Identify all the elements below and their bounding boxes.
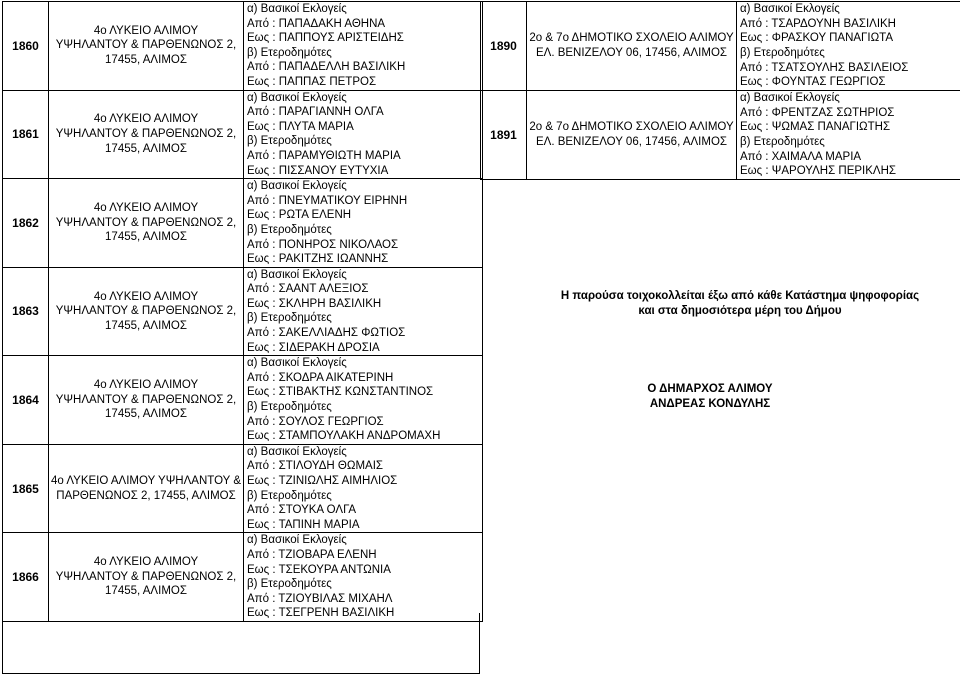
voter-range-line: Εως : ΡΩΤΑ ΕΛΕΝΗ [247, 209, 352, 222]
address-line: 4ο ΛΥΚΕΙΟ ΑΛΙΜΟΥ [93, 379, 199, 392]
address-line: 17455, ΑΛΙΜΟΣ [105, 585, 187, 598]
voter-range-line: Από : ΤΣΑΤΣΟΥΛΗΣ ΒΑΣΙΛΕΙΟΣ [740, 61, 909, 74]
polling-station-row [3, 267, 483, 356]
voter-range-line: Από : ΠΑΡΑΜΥΘΙΩΤΗ ΜΑΡΙΑ [247, 149, 401, 162]
station-number: 1863 [3, 267, 49, 356]
voter-range [244, 267, 483, 356]
station-number: 1865 [3, 444, 49, 533]
station-number: 1860 [3, 2, 49, 91]
voter-range-line: β) Ετεροδημότες [247, 223, 332, 236]
voter-range-line: Εως : ΡΑΚΙΤΖΗΣ ΙΩΑΝΝΗΣ [247, 253, 389, 266]
voter-range-line: Εως : ΤΣΕΚΟΥΡΑ ΑΝΤΩΝΙΑ [247, 563, 391, 576]
voter-range-line: Από : ΤΖΙΟΒΑΡΑ ΕΛΕΝΗ [247, 548, 377, 561]
station-address [49, 179, 244, 268]
address-line: 4ο ΛΥΚΕΙΟ ΑΛΙΜΟΥ [93, 24, 199, 37]
polling-station-row [3, 2, 483, 91]
voter-range-line: β) Ετεροδημότες [740, 136, 825, 148]
voter-range-line: β) Ετεροδημότες [247, 578, 332, 591]
left-table-footer-space [2, 613, 480, 674]
station-address [49, 444, 244, 533]
voter-range-line: Εως : ΠΛΥΤΑ ΜΑΡΙΑ [247, 120, 354, 133]
voter-range-line: Από : ΠΑΠΑΔΕΛΛΗ ΒΑΣΙΛΙΚΗ [247, 61, 406, 74]
voter-range [244, 533, 483, 622]
voter-range [244, 2, 483, 91]
voter-range-line: Εως : ΣΙΔΕΡΑΚΗ ΔΡΟΣΙΑ [247, 341, 380, 354]
mayor-name: ΑΝΔΡΕΑΣ ΚΟΝΔΥΛΗΣ [649, 398, 771, 410]
address-line: 17455, ΑΛΙΜΟΣ [105, 54, 187, 67]
voter-range-line: Εως : ΦΡΑΣΚΟΥ ΠΑΝΑΓΙΩΤΑ [740, 32, 894, 45]
voter-range-line: Εως : ΤΖΙΝΙΩΛΗΣ ΑΙΜΗΛΙΟΣ [247, 475, 398, 487]
station-address [49, 533, 244, 622]
voter-range-line: β) Ετεροδημότες [740, 47, 825, 59]
station-address [49, 267, 244, 356]
station-address [527, 91, 737, 180]
voter-range [244, 90, 483, 179]
address-line: 4ο ΛΥΚΕΙΟ ΑΛΙΜΟΥ ΥΨΗΛΑΝΤΟΥ & [50, 475, 241, 487]
voter-range-line: Από : ΣΚΟΔΡΑ ΑΙΚΑΤΕΡΙΝΗ [247, 371, 394, 384]
station-number: 1862 [3, 179, 49, 268]
station-number: 1861 [3, 90, 49, 179]
station-address [49, 2, 244, 91]
address-line: 4ο ΛΥΚΕΙΟ ΑΛΙΜΟΥ [93, 202, 199, 215]
polling-station-row [481, 2, 960, 91]
voter-range-line: α) Βασικοί Εκλογείς [247, 91, 347, 104]
voter-range-line: Εως : ΤΣΕΓΡΕΝΗ ΒΑΣΙΛΙΚΗ [247, 607, 395, 620]
station-address [49, 356, 244, 445]
address-line: 4ο ΛΥΚΕΙΟ ΑΛΙΜΟΥ [93, 113, 199, 126]
voter-range-line: Από : ΠΟΝΗΡΟΣ ΝΙΚΟΛΑΟΣ [247, 238, 399, 251]
voter-range-line: α) Βασικοί Εκλογείς [247, 3, 347, 15]
voter-range [244, 444, 483, 533]
voter-range-line: Από : ΧΑΙΜΑΛΑ ΜΑΡΙΑ [740, 150, 862, 163]
mayor-signature-block [600, 382, 820, 412]
voter-range-line: Από : ΣΑΚΕΛΛΙΑΔΗΣ ΦΩΤΙΟΣ [247, 327, 406, 340]
voter-range-line: Εως : ΠΑΠΠΟΥΣ ΑΡΙΣΤΕΙΔΗΣ [247, 32, 404, 45]
voter-range-line: Από : ΣΟΥΛΟΣ ΓΕΩΡΓΙΟΣ [247, 415, 384, 428]
voter-range-line: Από : ΣΑΑΝΤ ΑΛΕΞΙΟΣ [247, 283, 369, 296]
left-polling-stations-table [2, 1, 483, 622]
notice-line-2: και στα δημοσιότερα μέρη του Δήμου [638, 305, 842, 317]
voter-range-line: β) Ετεροδημότες [247, 312, 332, 325]
voter-range-line: Εως : ΨΑΡΟΥΛΗΣ ΠΕΡΙΚΛΗΣ [740, 165, 897, 178]
voter-range-line: α) Βασικοί Εκλογείς [247, 445, 347, 458]
voter-range-line: α) Βασικοί Εκλογείς [740, 92, 840, 105]
voter-range [244, 356, 483, 445]
address-line: ΥΨΗΛΑΝΤΟΥ & ΠΑΡΘΕΝΩΝΟΣ 2, [55, 216, 237, 229]
station-address [527, 2, 737, 91]
polling-station-row [3, 179, 483, 268]
station-number: 1864 [3, 356, 49, 445]
station-number: 1890 [481, 2, 527, 91]
voter-range-line: Εως : ΣΤΑΜΠΟΥΛΑΚΗ ΑΝΔΡΟΜΑΧΗ [247, 430, 441, 443]
address-line: 17455, ΑΛΙΜΟΣ [105, 408, 187, 421]
address-line: 2ο & 7ο ΔΗΜΟΤΙΚΟ ΣΧΟΛΕΙΟ ΑΛΙΜΟΥ [529, 32, 734, 45]
station-address [49, 90, 244, 179]
voter-range-line: Εως : ΦΟΥΝΤΑΣ ΓΕΩΡΓΙΟΣ [740, 76, 886, 89]
voter-range [737, 2, 960, 91]
voter-range-line: Από : ΠΝΕΥΜΑΤΙΚΟΥ ΕΙΡΗΝΗ [247, 194, 408, 207]
address-line: 17455, ΑΛΙΜΟΣ [105, 231, 187, 244]
address-line: ΠΑΡΘΕΝΩΝΟΣ 2, 17455, ΑΛΙΜΟΣ [56, 489, 236, 502]
address-line: ΥΨΗΛΑΝΤΟΥ & ΠΑΡΘΕΝΩΝΟΣ 2, [55, 305, 237, 318]
voter-range-line: Από : ΣΤΟΥΚΑ ΟΛΓΑ [247, 504, 357, 517]
polling-station-row [481, 91, 960, 180]
address-line: ΕΛ. ΒΕΝΙΖΕΛΟΥ 06, 17456, ΑΛΙΜΟΣ [535, 47, 728, 59]
voter-range-line: Εως : ΠΑΠΠΑΣ ΠΕΤΡΟΣ [247, 75, 377, 88]
station-number: 1866 [3, 533, 49, 622]
voter-range-line: β) Ετεροδημότες [247, 489, 332, 502]
voter-range-line: α) Βασικοί Εκλογείς [247, 268, 347, 281]
posting-notice [530, 289, 950, 319]
address-line: 2ο & 7ο ΔΗΜΟΤΙΚΟ ΣΧΟΛΕΙΟ ΑΛΙΜΟΥ [529, 121, 734, 134]
address-line: 17455, ΑΛΙΜΟΣ [105, 142, 187, 155]
address-line: 17455, ΑΛΙΜΟΣ [105, 319, 187, 332]
voter-range-line: Από : ΦΡΕΝΤΖΑΣ ΣΩΤΗΡΙΟΣ [740, 106, 895, 119]
voter-range-line: β) Ετεροδημότες [247, 46, 332, 59]
polling-station-row [3, 533, 483, 622]
voter-range-line: α) Βασικοί Εκλογείς [740, 3, 840, 16]
voter-range [737, 91, 960, 180]
notice-line-1: Η παρούσα τοιχοκολλείται έξω από κάθε Κατάστημα ψηφοφορίας [560, 290, 920, 302]
address-line: ΥΨΗΛΑΝΤΟΥ & ΠΑΡΘΕΝΩΝΟΣ 2, [55, 39, 237, 52]
mayor-title: Ο ΔΗΜΑΡΧΟΣ ΑΛΙΜΟΥ [647, 383, 773, 395]
voter-range-line: Εως : ΣΤΙΒΑΚΤΗΣ ΚΩΝΣΤΑΝΤΙΝΟΣ [247, 386, 434, 399]
right-polling-stations-table [480, 1, 960, 180]
voter-range [244, 179, 483, 268]
voter-range-line: Από : ΤΖΙΟΥΒΙΛΑΣ ΜΙΧΑΗΛ [247, 592, 393, 605]
polling-station-row [3, 444, 483, 533]
voter-range-line: Από : ΣΤΙΛΟΥΔΗ ΘΩΜΑΙΣ [247, 460, 384, 473]
voter-range-line: α) Βασικοί Εκλογείς [247, 357, 347, 370]
address-line: ΥΨΗΛΑΝΤΟΥ & ΠΑΡΘΕΝΩΝΟΣ 2, [55, 393, 237, 406]
polling-station-row [3, 90, 483, 179]
voter-range-line: Από : ΤΣΑΡΔΟΥΝΗ ΒΑΣΙΛΙΚΗ [740, 17, 896, 30]
address-line: 4ο ΛΥΚΕΙΟ ΑΛΙΜΟΥ [93, 556, 199, 569]
voter-range-line: Από : ΠΑΠΑΔΑΚΗ ΑΘΗΝΑ [247, 17, 386, 30]
voter-range-line: Εως : ΠΙΣΣΑΝΟΥ ΕΥΤΥΧΙΑ [247, 164, 389, 177]
voter-range-line: Εως : ΣΚΛΗΡΗ ΒΑΣΙΛΙΚΗ [247, 297, 382, 310]
voter-range-line: β) Ετεροδημότες [247, 135, 332, 148]
voter-range-line: α) Βασικοί Εκλογείς [247, 180, 347, 193]
voter-range-line: α) Βασικοί Εκλογείς [247, 534, 347, 547]
voter-range-line: β) Ετεροδημότες [247, 401, 332, 414]
address-line: ΥΨΗΛΑΝΤΟΥ & ΠΑΡΘΕΝΩΝΟΣ 2, [55, 570, 237, 583]
voter-range-line: Από : ΠΑΡΑΓΙΑΝΝΗ ΟΛΓΑ [247, 106, 384, 119]
polling-station-row [3, 356, 483, 445]
station-number: 1891 [481, 91, 527, 180]
address-line: 4ο ΛΥΚΕΙΟ ΑΛΙΜΟΥ [93, 290, 199, 303]
voter-range-line: Εως : ΨΩΜΑΣ ΠΑΝΑΓΙΩΤΗΣ [740, 121, 891, 134]
voter-range-line: Εως : ΤΑΠΙΝΗ ΜΑΡΙΑ [247, 518, 360, 531]
address-line: ΕΛ. ΒΕΝΙΖΕΛΟΥ 06, 17456, ΑΛΙΜΟΣ [535, 136, 728, 148]
address-line: ΥΨΗΛΑΝΤΟΥ & ΠΑΡΘΕΝΩΝΟΣ 2, [55, 128, 237, 141]
